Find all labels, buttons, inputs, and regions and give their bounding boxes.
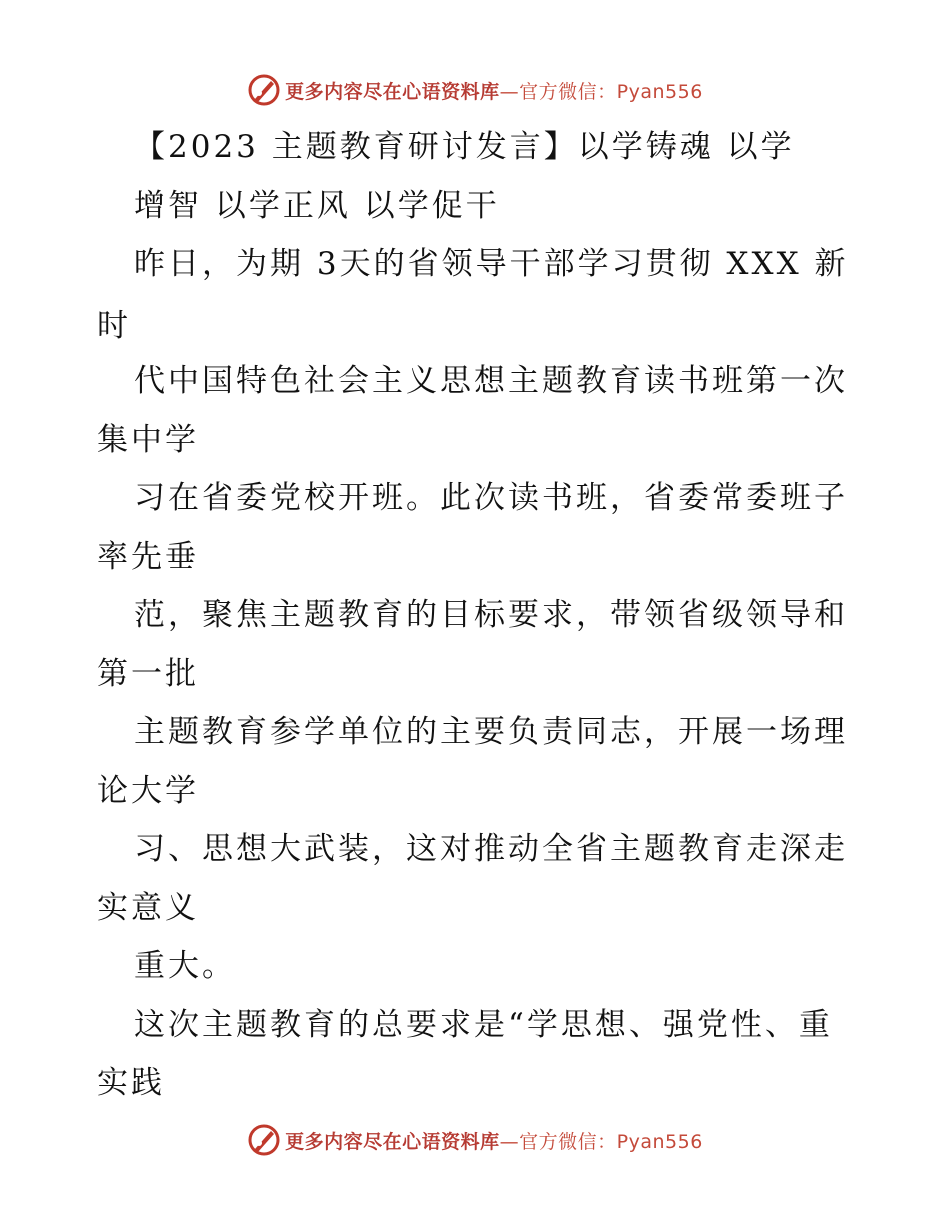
document-title-line-1: 【2023 主题教育研讨发言】以学铸魂 以学 — [134, 129, 795, 165]
paragraph-line: 习在省委党校开班。此次读书班，省委常委班子 — [134, 480, 848, 516]
footer-watermark — [0, 1120, 950, 1160]
document-title-line-2: 增智 以学正风 以学促干 — [134, 188, 500, 224]
paragraph-line: 集中学 — [97, 422, 199, 458]
paragraph-line: 习、思想大武装，这对推动全省主题教育走深走 — [134, 831, 848, 867]
pen-logo-icon — [247, 73, 281, 107]
paragraph-line: 范，聚焦主题教育的目标要求，带领省级领导和 — [134, 597, 848, 633]
paragraph-line: 实意义 — [97, 890, 199, 926]
watermark-rest: —官方微信：Pyan556 — [499, 1130, 703, 1153]
paragraph-line: 时 — [97, 308, 131, 344]
watermark-rest: —官方微信：Pyan556 — [499, 80, 703, 103]
paragraph-line: 率先垂 — [97, 539, 199, 575]
paragraph-line: 论大学 — [97, 773, 199, 809]
paragraph-line: 代中国特色社会主义思想主题教育读书班第一次 — [134, 363, 848, 399]
pen-logo-icon — [247, 1123, 281, 1157]
paragraph-line: 主题教育参学单位的主要负责同志，开展一场理 — [134, 714, 848, 750]
paragraph-line: 昨日，为期 3天的省领导干部学习贯彻 XXX 新 — [134, 246, 849, 282]
watermark-lead: 更多内容尽在心语资料库 — [285, 1130, 500, 1153]
paragraph-line: 第一批 — [97, 656, 199, 692]
watermark-text — [285, 1127, 703, 1154]
paragraph-line: 这次主题教育的总要求是“学思想、强党性、重 — [134, 1007, 833, 1043]
header-watermark — [0, 70, 950, 110]
watermark-lead: 更多内容尽在心语资料库 — [285, 80, 500, 103]
watermark-text — [285, 77, 703, 104]
paragraph-line: 重大。 — [134, 948, 236, 984]
paragraph-line: 实践 — [97, 1065, 165, 1101]
